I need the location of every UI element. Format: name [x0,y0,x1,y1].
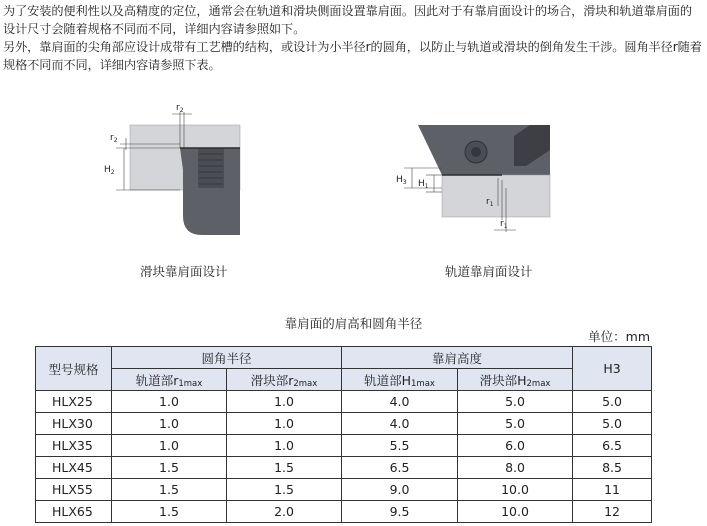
cell-h3: 6.5 [573,435,652,457]
cell-h3: 5.0 [573,413,652,435]
table-row [36,479,652,501]
h2-label: $H_2$ [104,165,115,176]
table-header-row-1 [36,347,652,369]
cell-rail-r: 1.0 [112,435,227,457]
cell-block-h: 10.0 [458,479,573,501]
cell-block-h: 8.0 [458,457,573,479]
cell-rail-r: 1.0 [112,391,227,413]
cell-block-r: 1.0 [227,413,342,435]
cell-model: HLX25 [36,391,112,413]
cell-h3: 5.0 [573,391,652,413]
unit-label: 单位：mm [588,329,650,344]
header-block-r: 滑块部$r_{2max}$ [227,369,342,391]
cell-block-r: 1.0 [227,391,342,413]
r2-label: $r_2$ [176,103,184,114]
cell-h3: 8.5 [573,457,652,479]
cell-block-r: 1.5 [227,457,342,479]
rail-bolt-inner [471,147,481,157]
r1-bottom-label: $r_1$ [500,219,508,230]
cell-rail-h: 4.0 [342,413,458,435]
header-height-group: 靠肩高度 [342,347,573,369]
rail-shoulder-diagram [390,120,560,240]
shoulder-spec-table [35,346,652,523]
header-rail-h: 轨道部$H_{1max}$ [342,369,458,391]
table-title: 靠肩面的肩高和圆角半径 [284,316,423,331]
cell-rail-h: 4.0 [342,391,458,413]
cell-rail-r: 1.5 [112,457,227,479]
intro-paragraph-1: 为了安装的便利性以及高精度的定位，通常会在轨道和滑块侧面设置靠肩面。因此对于有靠肩面设计的场合，滑块和轨道靠肩面的设计尺寸会随着规格不同而不同，详细内容请参照如下。 [3,4,692,36]
cell-block-r: 2.0 [227,501,342,523]
cell-rail-r: 1.5 [112,479,227,501]
cell-block-r: 1.5 [227,479,342,501]
cell-block-h: 10.0 [458,501,573,523]
cell-rail-h: 9.5 [342,501,458,523]
cell-model: HLX30 [36,413,112,435]
rail-base [442,175,550,217]
cell-block-h: 5.0 [458,391,573,413]
cell-rail-h: 6.5 [342,457,458,479]
cell-model: HLX45 [36,457,112,479]
header-h3: H3 [573,347,652,391]
cell-model: HLX35 [36,435,112,457]
h1-label: $H_1$ [418,179,429,190]
block-shoulder-caption: 滑块靠肩面设计 [140,264,228,279]
table-row [36,435,652,457]
intro-text [3,2,703,74]
cell-block-h: 6.0 [458,435,573,457]
header-radius-group: 圆角半径 [112,347,342,369]
intro-paragraph-2: 另外，靠肩面的尖角部应设计成带有工艺槽的结构，或设计为小半径r的圆角，以防止与轨道或滑块的倒角发生干涉。圆角半径r随着规格不同而不同，详细内容请参照下表。 [3,40,702,72]
cell-model: HLX55 [36,479,112,501]
r1-label: $r_1$ [486,197,494,208]
cell-model: HLX65 [36,501,112,523]
table-header-row-2 [36,369,652,391]
cell-rail-h: 5.5 [342,435,458,457]
cell-h3: 12 [573,501,652,523]
cell-block-h: 5.0 [458,413,573,435]
cell-rail-r: 1.5 [112,501,227,523]
h3-label: $H_3$ [396,175,407,186]
r2-side-label: $r_2$ [110,133,118,144]
table-row [36,413,652,435]
header-block-h: 滑块部$H_{2max}$ [458,369,573,391]
header-model: 型号规格 [36,347,112,391]
cell-rail-r: 1.0 [112,413,227,435]
cell-rail-h: 9.0 [342,479,458,501]
header-rail-r: 轨道部$r_{1max}$ [112,369,227,391]
cell-block-r: 1.0 [227,435,342,457]
block-shoulder-diagram [80,100,250,240]
rail-shoulder-caption: 轨道靠肩面设计 [445,264,533,279]
table-row [36,501,652,523]
cell-h3: 11 [573,479,652,501]
table-row [36,457,652,479]
table-row [36,391,652,413]
